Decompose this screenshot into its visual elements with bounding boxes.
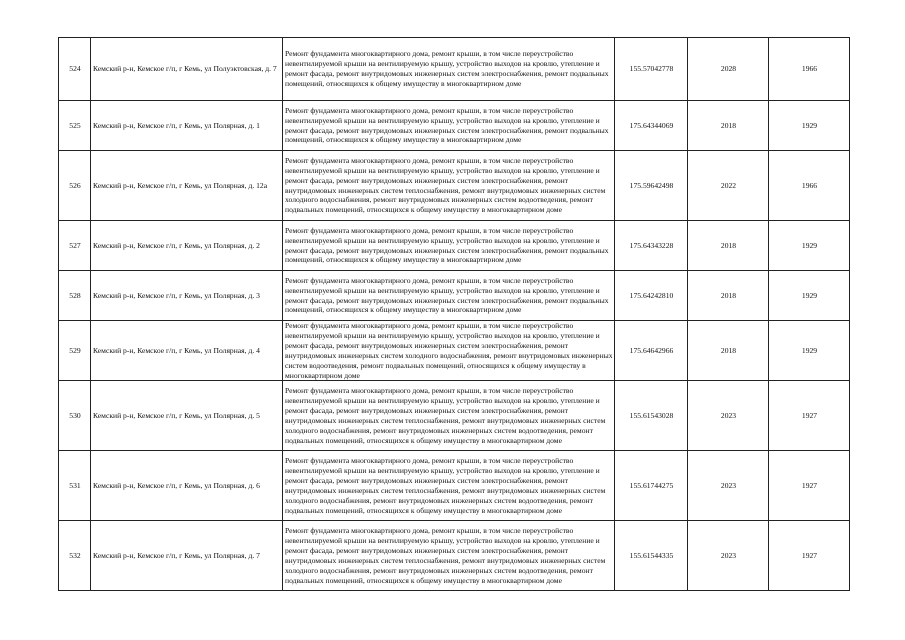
table-row [59, 38, 850, 101]
row-cost: 175.64642966 [615, 321, 688, 381]
row-number: 529 [59, 321, 91, 381]
row-number: 532 [59, 521, 91, 591]
row-number: 525 [59, 101, 91, 151]
row-address: Кемский р-н, Кемское г/п, г Кемь, ул Полярная, д. 7 [91, 521, 283, 591]
row-cost: 175.59642498 [615, 151, 688, 221]
table-row [59, 451, 850, 521]
row-works: Ремонт фундамента многоквартирного дома, ремонт крыши, в том числе переустройство невентилируемой крыши на вентилируемую крышу, устройство выходов на кровлю, утепление и ремонт фасада, ремонт внутридомовых инженерных систем электроснабжения, ремонт внутридомовых инженерных систем холодного водоснабжения, ремонт внутридомовых инженерных систем водоотведения, ремонт подвальных помещений, относящихся к общему имуществу в многоквартирном доме [283, 321, 615, 381]
row-build-year: 1966 [769, 38, 850, 101]
row-cost: 155.61544335 [615, 521, 688, 591]
row-works: Ремонт фундамента многоквартирного дома, ремонт крыши, в том числе переустройство невентилируемой крыши на вентилируемую крышу, устройство выходов на кровлю, утепление и ремонт фасада, ремонт внутридомовых инженерных систем электроснабжения, ремонт подвальных помещений, относящихся к общему имуществу в многоквартирном доме [283, 38, 615, 101]
row-works: Ремонт фундамента многоквартирного дома, ремонт крыши, в том числе переустройство невентилируемой крыши на вентилируемую крышу, устройство выходов на кровлю, утепление и ремонт фасада, ремонт внутридомовых инженерных систем электроснабжения, ремонт подвальных помещений, относящихся к общему имуществу в многоквартирном доме [283, 221, 615, 271]
row-build-year: 1927 [769, 381, 850, 451]
row-number: 527 [59, 221, 91, 271]
row-address: Кемский р-н, Кемское г/п, г Кемь, ул Полярная, д. 6 [91, 451, 283, 521]
row-works: Ремонт фундамента многоквартирного дома, ремонт крыши, в том числе переустройство невентилируемой крыши на вентилируемую крышу, устройство выходов на кровлю, утепление и ремонт фасада, ремонт внутридомовых инженерных систем электроснабжения, ремонт подвальных помещений, относящихся к общему имуществу в многоквартирном доме [283, 101, 615, 151]
row-works: Ремонт фундамента многоквартирного дома, ремонт крыши, в том числе переустройство невентилируемой крыши на вентилируемую крышу, устройство выходов на кровлю, утепление и ремонт фасада, ремонт внутридомовых инженерных систем электроснабжения, ремонт внутридомовых инженерных систем теплоснабжения, ремонт внутридомовых инженерных систем холодного водоснабжения, ремонт внутридомовых инженерных систем водоотведения, ремонт подвальных помещений, относящихся к общему имуществу в многоквартирном доме [283, 451, 615, 521]
row-address: Кемский р-н, Кемское г/п, г Кемь, ул Полярная, д. 12а [91, 151, 283, 221]
row-cost: 155.61543028 [615, 381, 688, 451]
row-works: Ремонт фундамента многоквартирного дома, ремонт крыши, в том числе переустройство невентилируемой крыши на вентилируемую крышу, устройство выходов на кровлю, утепление и ремонт фасада, ремонт внутридомовых инженерных систем электроснабжения, ремонт внутридомовых инженерных систем теплоснабжения, ремонт внутридомовых инженерных систем холодного водоснабжения, ремонт внутридомовых инженерных систем водоотведения, ремонт подвальных помещений, относящихся к общему имуществу в многоквартирном доме [283, 151, 615, 221]
row-repair-year: 2018 [688, 321, 769, 381]
row-repair-year: 2023 [688, 381, 769, 451]
row-cost: 155.57042778 [615, 38, 688, 101]
row-repair-year: 2022 [688, 151, 769, 221]
row-number: 526 [59, 151, 91, 221]
row-address: Кемский р-н, Кемское г/п, г Кемь, ул Полярная, д. 1 [91, 101, 283, 151]
row-cost: 175.64343228 [615, 221, 688, 271]
row-address: Кемский р-н, Кемское г/п, г Кемь, ул Полярная, д. 4 [91, 321, 283, 381]
row-number: 531 [59, 451, 91, 521]
row-build-year: 1927 [769, 451, 850, 521]
row-address: Кемский р-н, Кемское г/п, г Кемь, ул Полярная, д. 3 [91, 271, 283, 321]
housing-repair-table [58, 37, 850, 591]
row-build-year: 1927 [769, 521, 850, 591]
table-row [59, 221, 850, 271]
row-cost: 155.61744275 [615, 451, 688, 521]
row-address: Кемский р-н, Кемское г/п, г Кемь, ул Полуэктовская, д. 7 [91, 38, 283, 101]
table-row [59, 151, 850, 221]
row-address: Кемский р-н, Кемское г/п, г Кемь, ул Полярная, д. 5 [91, 381, 283, 451]
row-number: 528 [59, 271, 91, 321]
row-cost: 175.64242810 [615, 271, 688, 321]
row-build-year: 1929 [769, 101, 850, 151]
row-repair-year: 2023 [688, 451, 769, 521]
row-cost: 175.64344069 [615, 101, 688, 151]
table-row [59, 271, 850, 321]
row-repair-year: 2018 [688, 271, 769, 321]
row-build-year: 1929 [769, 271, 850, 321]
row-number: 524 [59, 38, 91, 101]
table-row [59, 381, 850, 451]
row-address: Кемский р-н, Кемское г/п, г Кемь, ул Полярная, д. 2 [91, 221, 283, 271]
row-works: Ремонт фундамента многоквартирного дома, ремонт крыши, в том числе переустройство невентилируемой крыши на вентилируемую крышу, устройство выходов на кровлю, утепление и ремонт фасада, ремонт внутридомовых инженерных систем электроснабжения, ремонт внутридомовых инженерных систем теплоснабжения, ремонт внутридомовых инженерных систем холодного водоснабжения, ремонт внутридомовых инженерных систем водоотведения, ремонт подвальных помещений, относящихся к общему имуществу в многоквартирном доме [283, 381, 615, 451]
row-repair-year: 2018 [688, 101, 769, 151]
table-row [59, 321, 850, 381]
row-build-year: 1929 [769, 221, 850, 271]
row-works: Ремонт фундамента многоквартирного дома, ремонт крыши, в том числе переустройство невентилируемой крыши на вентилируемую крышу, устройство выходов на кровлю, утепление и ремонт фасада, ремонт внутридомовых инженерных систем электроснабжения, ремонт внутридомовых инженерных систем теплоснабжения, ремонт внутридомовых инженерных систем холодного водоснабжения, ремонт внутридомовых инженерных систем водоотведения, ремонт подвальных помещений, относящихся к общему имуществу в многоквартирном доме [283, 521, 615, 591]
row-build-year: 1966 [769, 151, 850, 221]
row-number: 530 [59, 381, 91, 451]
row-works: Ремонт фундамента многоквартирного дома, ремонт крыши, в том числе переустройство невентилируемой крыши на вентилируемую крышу, устройство выходов на кровлю, утепление и ремонт фасада, ремонт внутридомовых инженерных систем электроснабжения, ремонт подвальных помещений, относящихся к общему имуществу в многоквартирном доме [283, 271, 615, 321]
row-repair-year: 2028 [688, 38, 769, 101]
row-build-year: 1929 [769, 321, 850, 381]
table-row [59, 521, 850, 591]
row-repair-year: 2018 [688, 221, 769, 271]
row-repair-year: 2023 [688, 521, 769, 591]
table-row [59, 101, 850, 151]
